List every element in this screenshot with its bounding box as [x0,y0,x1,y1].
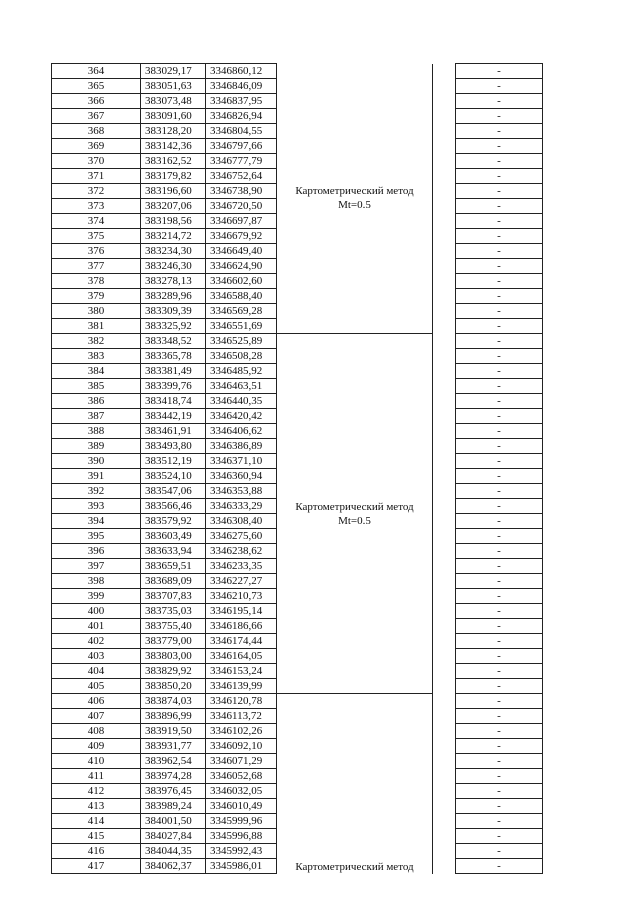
y-coordinate-cell: 3346837,95 [206,94,277,109]
point-number-cell: 386 [52,394,141,409]
column-gap [433,499,456,514]
y-coordinate-cell: 3346525,89 [206,334,277,349]
y-coordinate-cell: 3345992,43 [206,844,277,859]
point-number-cell: 415 [52,829,141,844]
y-coordinate-cell: 3346485,92 [206,364,277,379]
value-cell: - [456,784,543,799]
method-accuracy: Mt=0.5 [338,199,371,212]
x-coordinate-cell: 383246,30 [141,259,206,274]
x-coordinate-cell: 383850,20 [141,679,206,694]
point-number-cell: 380 [52,304,141,319]
value-cell: - [456,499,543,514]
y-coordinate-cell: 3346860,12 [206,64,277,79]
point-number-cell: 387 [52,409,141,424]
point-number-cell: 395 [52,529,141,544]
value-cell: - [456,379,543,394]
value-cell: - [456,469,543,484]
column-gap [433,349,456,364]
x-coordinate-cell: 383874,03 [141,694,206,709]
point-number-cell: 369 [52,139,141,154]
value-cell: - [456,214,543,229]
point-number-cell: 412 [52,784,141,799]
y-coordinate-cell: 3345999,96 [206,814,277,829]
y-coordinate-cell: 3346238,62 [206,544,277,559]
method-name: Картометрический метод [295,500,414,513]
y-coordinate-cell: 3346588,40 [206,289,277,304]
x-coordinate-cell: 383896,99 [141,709,206,724]
point-number-cell: 392 [52,484,141,499]
x-coordinate-cell: 383461,91 [141,424,206,439]
column-gap [433,484,456,499]
value-cell: - [456,289,543,304]
x-coordinate-cell: 383689,09 [141,574,206,589]
x-coordinate-cell: 383091,60 [141,109,206,124]
x-coordinate-cell: 383707,83 [141,589,206,604]
x-coordinate-cell: 383493,80 [141,439,206,454]
value-cell: - [456,769,543,784]
x-coordinate-cell: 383179,82 [141,169,206,184]
point-number-cell: 413 [52,799,141,814]
x-coordinate-cell: 383803,00 [141,649,206,664]
value-cell: - [456,559,543,574]
x-coordinate-cell: 383962,54 [141,754,206,769]
point-number-cell: 376 [52,244,141,259]
y-coordinate-cell: 3346186,66 [206,619,277,634]
point-number-cell: 367 [52,109,141,124]
column-gap [433,289,456,304]
x-coordinate-cell: 383309,39 [141,304,206,319]
column-gap [433,199,456,214]
y-coordinate-cell: 3346804,55 [206,124,277,139]
x-coordinate-cell: 383603,49 [141,529,206,544]
table-row [52,334,543,349]
x-coordinate-cell: 383755,40 [141,619,206,634]
column-gap [433,604,456,619]
point-number-cell: 397 [52,559,141,574]
point-number-cell: 416 [52,844,141,859]
y-coordinate-cell: 3346360,94 [206,469,277,484]
y-coordinate-cell: 3346139,99 [206,679,277,694]
value-cell: - [456,544,543,559]
point-number-cell: 398 [52,574,141,589]
y-coordinate-cell: 3346826,94 [206,109,277,124]
value-cell: - [456,604,543,619]
method-accuracy: Mt=0.5 [338,514,371,527]
column-gap [433,304,456,319]
point-number-cell: 396 [52,544,141,559]
y-coordinate-cell: 3346227,27 [206,574,277,589]
x-coordinate-cell: 383289,96 [141,289,206,304]
value-cell: - [456,829,543,844]
value-cell: - [456,139,543,154]
y-coordinate-cell: 3346602,60 [206,274,277,289]
column-gap [433,424,456,439]
point-number-cell: 383 [52,349,141,364]
column-gap [433,514,456,529]
column-gap [433,574,456,589]
column-gap [433,814,456,829]
point-number-cell: 365 [52,79,141,94]
y-coordinate-cell: 3346233,35 [206,559,277,574]
y-coordinate-cell: 3346777,79 [206,154,277,169]
point-number-cell: 370 [52,154,141,169]
column-gap [433,469,456,484]
x-coordinate-cell: 384062,37 [141,859,206,874]
y-coordinate-cell: 3346371,10 [206,454,277,469]
x-coordinate-cell: 383566,46 [141,499,206,514]
column-gap [433,139,456,154]
point-number-cell: 391 [52,469,141,484]
point-number-cell: 371 [52,169,141,184]
column-gap [433,64,456,79]
point-number-cell: 400 [52,604,141,619]
value-cell: - [456,244,543,259]
y-coordinate-cell: 3346174,44 [206,634,277,649]
y-coordinate-cell: 3345986,01 [206,859,277,874]
column-gap [433,274,456,289]
column-gap [433,784,456,799]
value-cell: - [456,754,543,769]
column-gap [433,169,456,184]
value-cell: - [456,814,543,829]
column-gap [433,229,456,244]
x-coordinate-cell: 383633,94 [141,544,206,559]
x-coordinate-cell: 383659,51 [141,559,206,574]
point-number-cell: 393 [52,499,141,514]
y-coordinate-cell: 3346120,78 [206,694,277,709]
point-number-cell: 377 [52,259,141,274]
value-cell: - [456,274,543,289]
column-gap [433,799,456,814]
y-coordinate-cell: 3346720,50 [206,199,277,214]
y-coordinate-cell: 3346386,89 [206,439,277,454]
x-coordinate-cell: 383512,19 [141,454,206,469]
point-number-cell: 411 [52,769,141,784]
point-number-cell: 401 [52,619,141,634]
x-coordinate-cell: 383051,63 [141,79,206,94]
column-gap [433,124,456,139]
x-coordinate-cell: 383931,77 [141,739,206,754]
point-number-cell: 403 [52,649,141,664]
value-cell: - [456,514,543,529]
point-number-cell: 373 [52,199,141,214]
point-number-cell: 414 [52,814,141,829]
column-gap [433,154,456,169]
y-coordinate-cell: 3346624,90 [206,259,277,274]
y-coordinate-cell: 3346052,68 [206,769,277,784]
x-coordinate-cell: 383073,48 [141,94,206,109]
x-coordinate-cell: 383214,72 [141,229,206,244]
y-coordinate-cell: 3346697,87 [206,214,277,229]
point-number-cell: 399 [52,589,141,604]
x-coordinate-cell: 383029,17 [141,64,206,79]
value-cell: - [456,529,543,544]
column-gap [433,679,456,694]
point-number-cell: 385 [52,379,141,394]
point-number-cell: 368 [52,124,141,139]
value-cell: - [456,739,543,754]
value-cell: - [456,634,543,649]
column-gap [433,769,456,784]
x-coordinate-cell: 383381,49 [141,364,206,379]
column-gap [433,409,456,424]
value-cell: - [456,484,543,499]
point-number-cell: 384 [52,364,141,379]
point-number-cell: 404 [52,664,141,679]
value-cell: - [456,409,543,424]
value-cell: - [456,349,543,364]
column-gap [433,664,456,679]
coordinates-table [51,63,543,874]
point-number-cell: 382 [52,334,141,349]
x-coordinate-cell: 383974,28 [141,769,206,784]
y-coordinate-cell: 3346195,14 [206,604,277,619]
y-coordinate-cell: 3346797,66 [206,139,277,154]
point-number-cell: 372 [52,184,141,199]
column-gap [433,184,456,199]
value-cell: - [456,844,543,859]
value-cell: - [456,439,543,454]
value-cell: - [456,589,543,604]
method-cell [277,64,433,334]
x-coordinate-cell: 383234,30 [141,244,206,259]
value-cell: - [456,94,543,109]
column-gap [433,244,456,259]
column-gap [433,634,456,649]
y-coordinate-cell: 3346113,72 [206,709,277,724]
x-coordinate-cell: 383829,92 [141,664,206,679]
value-cell: - [456,619,543,634]
column-gap [433,559,456,574]
value-cell: - [456,664,543,679]
value-cell: - [456,319,543,334]
table-body [52,64,543,874]
point-number-cell: 406 [52,694,141,709]
y-coordinate-cell: 3346102,26 [206,724,277,739]
x-coordinate-cell: 383348,52 [141,334,206,349]
point-number-cell: 407 [52,709,141,724]
column-gap [433,544,456,559]
value-cell: - [456,724,543,739]
y-coordinate-cell: 3346210,73 [206,589,277,604]
y-coordinate-cell: 3346738,90 [206,184,277,199]
x-coordinate-cell: 383196,60 [141,184,206,199]
y-coordinate-cell: 3346551,69 [206,319,277,334]
x-coordinate-cell: 383919,50 [141,724,206,739]
point-number-cell: 402 [52,634,141,649]
x-coordinate-cell: 383278,13 [141,274,206,289]
point-number-cell: 375 [52,229,141,244]
column-gap [433,739,456,754]
point-number-cell: 389 [52,439,141,454]
column-gap [433,394,456,409]
column-gap [433,454,456,469]
column-gap [433,589,456,604]
x-coordinate-cell: 383989,24 [141,799,206,814]
x-coordinate-cell: 384001,50 [141,814,206,829]
table-row [52,64,543,79]
column-gap [433,754,456,769]
point-number-cell: 379 [52,289,141,304]
point-number-cell: 405 [52,679,141,694]
column-gap [433,724,456,739]
point-number-cell: 381 [52,319,141,334]
x-coordinate-cell: 383142,36 [141,139,206,154]
y-coordinate-cell: 3346275,60 [206,529,277,544]
column-gap [433,364,456,379]
value-cell: - [456,184,543,199]
x-coordinate-cell: 383418,74 [141,394,206,409]
value-cell: - [456,424,543,439]
value-cell: - [456,199,543,214]
value-cell: - [456,394,543,409]
y-coordinate-cell: 3345996,88 [206,829,277,844]
column-gap [433,439,456,454]
column-gap [433,379,456,394]
value-cell: - [456,799,543,814]
point-number-cell: 364 [52,64,141,79]
x-coordinate-cell: 383779,00 [141,634,206,649]
column-gap [433,844,456,859]
point-number-cell: 409 [52,739,141,754]
x-coordinate-cell: 383365,78 [141,349,206,364]
value-cell: - [456,859,543,874]
column-gap [433,334,456,349]
value-cell: - [456,229,543,244]
y-coordinate-cell: 3346463,51 [206,379,277,394]
point-number-cell: 366 [52,94,141,109]
y-coordinate-cell: 3346508,28 [206,349,277,364]
value-cell: - [456,364,543,379]
value-cell: - [456,154,543,169]
value-cell: - [456,79,543,94]
y-coordinate-cell: 3346164,05 [206,649,277,664]
y-coordinate-cell: 3346032,05 [206,784,277,799]
column-gap [433,709,456,724]
x-coordinate-cell: 383128,20 [141,124,206,139]
column-gap [433,859,456,874]
y-coordinate-cell: 3346153,24 [206,664,277,679]
y-coordinate-cell: 3346679,92 [206,229,277,244]
y-coordinate-cell: 3346333,29 [206,499,277,514]
y-coordinate-cell: 3346420,42 [206,409,277,424]
x-coordinate-cell: 384044,35 [141,844,206,859]
column-gap [433,694,456,709]
point-number-cell: 408 [52,724,141,739]
column-gap [433,109,456,124]
point-number-cell: 388 [52,424,141,439]
column-gap [433,259,456,274]
point-number-cell: 390 [52,454,141,469]
value-cell: - [456,454,543,469]
point-number-cell: 374 [52,214,141,229]
x-coordinate-cell: 383976,45 [141,784,206,799]
y-coordinate-cell: 3346440,35 [206,394,277,409]
method-name: Картометрический метод [295,185,414,198]
y-coordinate-cell: 3346406,62 [206,424,277,439]
point-number-cell: 378 [52,274,141,289]
value-cell: - [456,64,543,79]
y-coordinate-cell: 3346010,49 [206,799,277,814]
column-gap [433,529,456,544]
x-coordinate-cell: 384027,84 [141,829,206,844]
column-gap [433,319,456,334]
y-coordinate-cell: 3346752,64 [206,169,277,184]
value-cell: - [456,124,543,139]
y-coordinate-cell: 3346071,29 [206,754,277,769]
y-coordinate-cell: 3346308,40 [206,514,277,529]
method-name: Картометрический метод [295,860,414,873]
x-coordinate-cell: 383207,06 [141,199,206,214]
y-coordinate-cell: 3346092,10 [206,739,277,754]
column-gap [433,619,456,634]
point-number-cell: 410 [52,754,141,769]
x-coordinate-cell: 383547,06 [141,484,206,499]
value-cell: - [456,649,543,664]
column-gap [433,214,456,229]
x-coordinate-cell: 383442,19 [141,409,206,424]
x-coordinate-cell: 383524,10 [141,469,206,484]
y-coordinate-cell: 3346649,40 [206,244,277,259]
value-cell: - [456,709,543,724]
point-number-cell: 417 [52,859,141,874]
value-cell: - [456,574,543,589]
x-coordinate-cell: 383579,92 [141,514,206,529]
value-cell: - [456,109,543,124]
x-coordinate-cell: 383399,76 [141,379,206,394]
column-gap [433,649,456,664]
x-coordinate-cell: 383198,56 [141,214,206,229]
x-coordinate-cell: 383162,52 [141,154,206,169]
column-gap [433,829,456,844]
y-coordinate-cell: 3346846,09 [206,79,277,94]
value-cell: - [456,304,543,319]
method-cell [277,694,433,874]
value-cell: - [456,169,543,184]
x-coordinate-cell: 383325,92 [141,319,206,334]
column-gap [433,79,456,94]
method-cell [277,334,433,694]
table-row [52,694,543,709]
x-coordinate-cell: 383735,03 [141,604,206,619]
y-coordinate-cell: 3346569,28 [206,304,277,319]
value-cell: - [456,694,543,709]
value-cell: - [456,259,543,274]
value-cell: - [456,679,543,694]
value-cell: - [456,334,543,349]
point-number-cell: 394 [52,514,141,529]
column-gap [433,94,456,109]
y-coordinate-cell: 3346353,88 [206,484,277,499]
